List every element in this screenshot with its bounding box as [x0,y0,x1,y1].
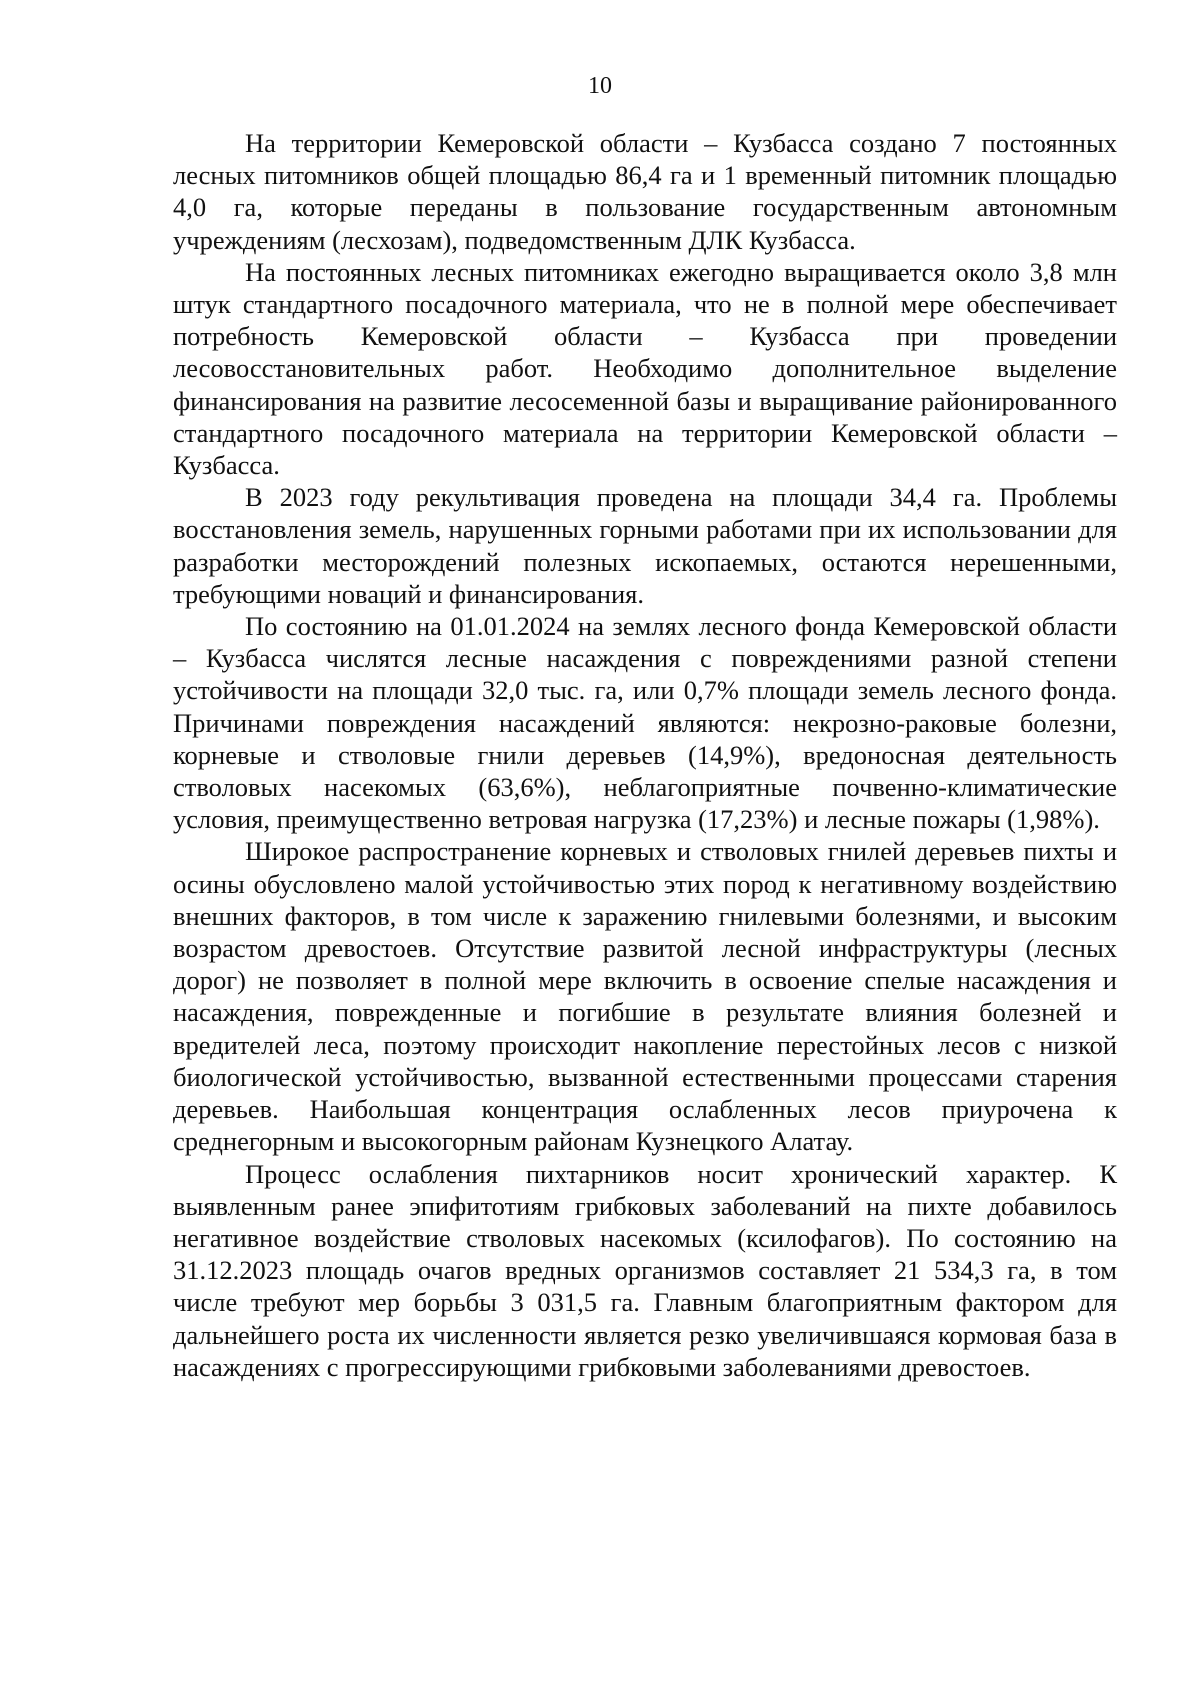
page-number: 10 [588,73,612,99]
paragraph-recultivation: В 2023 году рекультивация проведена на площади 34,4 га. Проблемы восстановления земель, нарушенных горными работами при их использовании для разработки месторождений полезных ископаемых, остаются нерешенными, требующими новаций и финансирования. [173,482,1117,609]
document-body [173,127,1117,1383]
paragraph-planting-material: На постоянных лесных питомниках ежегодно выращивается около 3,8 млн штук стандартного посадочного материала, что не в полной мере обеспечивает потребность Кемеровской области – Кузбасса при проведении лесовосстановительных работ. Необходимо дополнительное выделение финансирования на развитие лесосеменной базы и выращивание районированного стандартного посадочного материала на территории Кемеровской области – Кузбасса. [173,256,1117,481]
paragraph-rot-spread: Широкое распространение корневых и стволовых гнилей деревьев пихты и осины обусловлено малой устойчивостью этих пород к негативному воздействию внешних факторов, в том числе к заражению гнилевыми болезнями, и высоким возрастом древостоев. Отсутствие развитой лесной инфраструктуры (лесных дорог) не позволяет в полной мере включить в освоение спелые насаждения и насаждения, поврежденные и погибшие в результате влияния болезней и вредителей леса, поэтому происходит накопление перестойных лесов с низкой биологической устойчивостью, вызванной естественными процессами старения деревьев. Наибольшая концентрация ослабленных лесов приурочена к среднегорным и высокогорным районам Кузнецкого Алатау. [173,836,1117,1157]
paragraph-fir-weakening: Процесс ослабления пихтарников носит хронический характер. К выявленным ранее эпифитотиям грибковых заболеваний на пихте добавилось негативное воздействие стволовых насекомых (ксилофагов). По состоянию на 31.12.2023 площадь очагов вредных организмов составляет 21 534,3 га, в том числе требуют мер борьбы 3 031,5 га. Главным благоприятным фактором для дальнейшего роста их численности является резко увеличившаяся кормовая база в насаждениях с прогрессирующими грибковыми заболеваниями древостоев. [173,1158,1117,1382]
paragraph-damaged-stands: По состоянию на 01.01.2024 на землях лесного фонда Кемеровской области – Кузбасса числятся лесные насаждения с повреждениями разной степени устойчивости на площади 32,0 тыс. га, или 0,7% площади земель лесного фонда. Причинами повреждения насаждений являются: некрозно-раковые болезни, корневые и стволовые гнили деревьев (14,9%), вредоносная деятельность стволовых насекомых (63,6%), неблагоприятные почвенно-климатические условия, преимущественно ветровая нагрузка (17,23%) и лесные пожары (1,98%). [173,611,1117,835]
paragraph-nurseries: На территории Кемеровской области – Кузбасса создано 7 постоянных лесных питомников общей площадью 86,4 га и 1 временный питомник площадью 4,0 га, которые переданы в пользование государственным автономным учреждениям (лесхозам), подведомственным ДЛК Кузбасса. [173,128,1117,255]
